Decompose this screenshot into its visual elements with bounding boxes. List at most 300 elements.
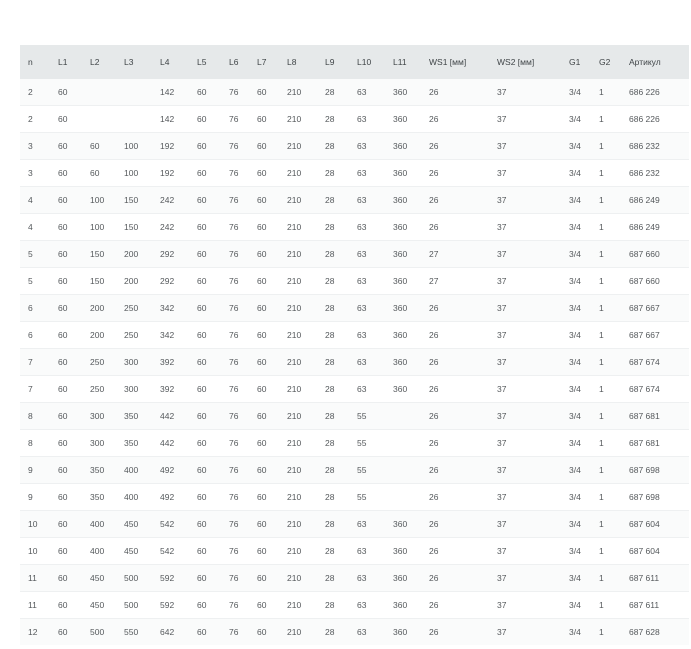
cell-l11: 360 [393, 376, 429, 403]
cell-l5: 60 [197, 349, 229, 376]
cell-l1: 60 [58, 403, 90, 430]
cell-l2: 450 [90, 565, 124, 592]
cell-ws1: 26 [429, 187, 497, 214]
cell-l10: 63 [357, 214, 393, 241]
cell-l9: 28 [325, 187, 357, 214]
cell-l3: 200 [124, 241, 160, 268]
cell-l9: 28 [325, 214, 357, 241]
cell-g2: 1 [599, 268, 629, 295]
cell-l11: 360 [393, 295, 429, 322]
cell-l6: 76 [229, 592, 257, 619]
cell-l10: 63 [357, 268, 393, 295]
cell-g2: 1 [599, 160, 629, 187]
cell-l8: 210 [287, 133, 325, 160]
column-header-l11: L11 [393, 45, 429, 79]
cell-l10: 55 [357, 403, 393, 430]
table-row [20, 214, 689, 241]
cell-art: 687 698 [629, 457, 689, 484]
cell-l1: 60 [58, 322, 90, 349]
cell-l9: 28 [325, 457, 357, 484]
cell-l5: 60 [197, 376, 229, 403]
cell-l1: 60 [58, 268, 90, 295]
cell-g2: 1 [599, 322, 629, 349]
cell-ws1: 26 [429, 106, 497, 133]
cell-l3: 350 [124, 430, 160, 457]
cell-l4: 142 [160, 79, 197, 106]
cell-l1: 60 [58, 241, 90, 268]
cell-l7: 60 [257, 322, 287, 349]
cell-ws1: 27 [429, 241, 497, 268]
cell-l9: 28 [325, 484, 357, 511]
cell-l7: 60 [257, 538, 287, 565]
column-header-l9: L9 [325, 45, 357, 79]
cell-l11: 360 [393, 627, 408, 637]
column-header-ws1: WS1 [мм] [429, 45, 497, 79]
cell-l8: 210 [287, 187, 325, 214]
cell-l11: 360 [393, 511, 429, 538]
cell-l3: 400 [124, 484, 160, 511]
cell-l7: 60 [257, 106, 287, 133]
cell-ws1: 26 [429, 376, 497, 403]
table-row [20, 592, 689, 619]
cell-l11: 360 [393, 160, 429, 187]
cell-l3: 300 [124, 376, 160, 403]
table-row [20, 187, 689, 214]
cell-l9: 28 [325, 403, 357, 430]
cell-l8: 210 [287, 565, 325, 592]
cell-l7: 60 [257, 295, 287, 322]
cell-l8: 210 [287, 627, 302, 637]
cell-l5: 60 [197, 538, 229, 565]
cell-l1: 60 [58, 457, 90, 484]
cell-l4: 492 [160, 457, 197, 484]
cell-l11: 360 [393, 79, 429, 106]
cell-l4: 392 [160, 349, 197, 376]
cell-ws2: 37 [497, 241, 569, 268]
cell-ws2: 37 [497, 430, 569, 457]
cell-l9: 28 [325, 627, 335, 637]
cell-n: 2 [20, 106, 58, 133]
cell-l9: 28 [325, 538, 357, 565]
cell-l4: 492 [160, 484, 197, 511]
cell-l2: 60 [90, 160, 124, 187]
table-row [20, 565, 689, 592]
cell-art: 687 611 [629, 565, 689, 592]
cell-n: 4 [20, 214, 58, 241]
cell-l7: 60 [257, 349, 287, 376]
cell-l8: 210 [287, 376, 325, 403]
cell-l7: 60 [257, 79, 287, 106]
cell-l9: 28 [325, 160, 357, 187]
cell-l10: 63 [357, 79, 393, 106]
cell-l6: 76 [229, 403, 257, 430]
cell-l3: 400 [124, 457, 160, 484]
cell-art: 687 628 [629, 627, 660, 637]
cell-art: 687 698 [629, 484, 689, 511]
table-row [20, 349, 689, 376]
cell-l8: 210 [287, 268, 325, 295]
cell-l7: 60 [257, 133, 287, 160]
cell-ws2: 37 [497, 592, 569, 619]
specification-table [20, 45, 689, 645]
cell-n: 11 [20, 565, 58, 592]
cell-art: 687 674 [629, 349, 689, 376]
cell-l11 [393, 484, 429, 511]
cell-art: 686 249 [629, 214, 689, 241]
table-row [20, 538, 689, 565]
table-row [20, 619, 689, 646]
cell-l6: 76 [229, 511, 257, 538]
cell-g2: 1 [599, 376, 629, 403]
cell-l10: 63 [357, 376, 393, 403]
table-header [20, 45, 689, 79]
cell-ws2: 37 [497, 133, 569, 160]
table-row [20, 268, 689, 295]
cell-l9: 28 [325, 106, 357, 133]
cell-l10: 63 [357, 106, 393, 133]
cell-n: 8 [20, 430, 58, 457]
cell-ws1: 27 [429, 268, 497, 295]
cell-l5: 60 [197, 457, 229, 484]
cell-l9: 28 [325, 592, 357, 619]
cell-l1: 60 [58, 187, 90, 214]
cell-art: 686 232 [629, 133, 689, 160]
cell-g2: 1 [599, 538, 629, 565]
cell-art: 686 226 [629, 106, 689, 133]
cell-art: 687 681 [629, 430, 689, 457]
cell-n: 11 [20, 592, 58, 619]
cell-l10: 63 [357, 565, 393, 592]
cell-g1: 3/4 [569, 160, 599, 187]
cell-art: 687 660 [629, 268, 689, 295]
cell-l2: 200 [90, 322, 124, 349]
cell-l1: 60 [58, 511, 90, 538]
cell-g1: 3/4 [569, 565, 599, 592]
cell-n: 8 [20, 403, 58, 430]
cell-ws1: 26 [429, 565, 497, 592]
column-header-g2: G2 [599, 45, 629, 79]
cell-l3 [124, 79, 160, 106]
cell-l10: 63 [357, 295, 393, 322]
cell-l6: 76 [229, 268, 257, 295]
cell-l8: 210 [287, 349, 325, 376]
cell-l2: 450 [90, 592, 124, 619]
cell-l11: 360 [393, 565, 429, 592]
cell-l5: 60 [197, 565, 229, 592]
cell-l3: 250 [124, 322, 160, 349]
cell-l3: 450 [124, 538, 160, 565]
cell-l3: 500 [124, 565, 160, 592]
column-header-l8: L8 [287, 45, 325, 79]
cell-l5: 60 [197, 511, 229, 538]
cell-l4: 542 [160, 538, 197, 565]
cell-l2: 500 [90, 627, 105, 637]
cell-l5: 60 [197, 322, 229, 349]
cell-l3: 450 [124, 511, 160, 538]
cell-l6: 76 [229, 538, 257, 565]
table-row [20, 511, 689, 538]
cell-g2: 1 [599, 349, 629, 376]
table-row [20, 376, 689, 403]
cell-l10: 63 [357, 133, 393, 160]
cell-l4: 342 [160, 322, 197, 349]
cell-l2: 150 [90, 268, 124, 295]
column-header-l10: L10 [357, 45, 393, 79]
table-row [20, 430, 689, 457]
cell-g2: 1 [599, 79, 629, 106]
cell-art: 686 232 [629, 160, 689, 187]
cell-ws1: 26 [429, 592, 497, 619]
cell-g1: 3/4 [569, 349, 599, 376]
cell-g2: 1 [599, 627, 604, 637]
cell-l9: 28 [325, 268, 357, 295]
cell-l6: 76 [229, 430, 257, 457]
cell-l3: 250 [124, 295, 160, 322]
cell-l4: 542 [160, 511, 197, 538]
cell-l6: 76 [229, 160, 257, 187]
cell-ws2: 37 [497, 457, 569, 484]
cell-l10: 55 [357, 457, 393, 484]
cell-l1: 60 [58, 349, 90, 376]
cell-art: 687 681 [629, 403, 689, 430]
cell-l8: 210 [287, 538, 325, 565]
cell-g2: 1 [599, 241, 629, 268]
cell-l5: 60 [197, 268, 229, 295]
column-header-l7: L7 [257, 45, 287, 79]
cell-l5: 60 [197, 403, 229, 430]
cell-l1: 60 [58, 592, 90, 619]
cell-ws1: 26 [429, 322, 497, 349]
cell-l2: 350 [90, 457, 124, 484]
cell-l7: 60 [257, 484, 287, 511]
cell-l8: 210 [287, 79, 325, 106]
cell-g2: 1 [599, 214, 629, 241]
cell-n: 2 [20, 79, 58, 106]
cell-g2: 1 [599, 187, 629, 214]
cell-l4: 592 [160, 565, 197, 592]
table-row [20, 79, 689, 106]
cell-l2: 300 [90, 430, 124, 457]
cell-g1: 3/4 [569, 592, 599, 619]
cell-n: 12 [28, 627, 38, 637]
column-header-l1: L1 [58, 45, 90, 79]
cell-g2: 1 [599, 133, 629, 160]
cell-l2: 200 [90, 295, 124, 322]
cell-l2 [90, 79, 124, 106]
cell-l2: 60 [90, 133, 124, 160]
cell-l1: 60 [58, 79, 90, 106]
table-body [20, 79, 689, 645]
cell-art: 687 660 [629, 241, 689, 268]
table-row [20, 160, 689, 187]
cell-l1: 60 [58, 214, 90, 241]
cell-l9: 28 [325, 241, 357, 268]
table-row [20, 295, 689, 322]
table-row [20, 133, 689, 160]
cell-ws1: 26 [429, 538, 497, 565]
cell-n: 7 [20, 349, 58, 376]
cell-l11: 360 [393, 538, 429, 565]
cell-l8: 210 [287, 214, 325, 241]
cell-g1: 3/4 [569, 214, 599, 241]
cell-g1: 3/4 [569, 511, 599, 538]
table-row [20, 457, 689, 484]
cell-l4: 142 [160, 106, 197, 133]
cell-ws1: 26 [429, 627, 439, 637]
cell-g1: 3/4 [569, 403, 599, 430]
cell-l11: 360 [393, 187, 429, 214]
cell-l2: 400 [90, 511, 124, 538]
cell-l4: 292 [160, 241, 197, 268]
cell-g1: 3/4 [569, 457, 599, 484]
cell-l5: 60 [197, 627, 207, 637]
table-row [20, 484, 689, 511]
cell-art: 686 226 [629, 79, 689, 106]
cell-l3: 150 [124, 214, 160, 241]
cell-l3: 550 [124, 627, 139, 637]
cell-l8: 210 [287, 160, 325, 187]
cell-l7: 60 [257, 457, 287, 484]
cell-l8: 210 [287, 295, 325, 322]
cell-l4: 442 [160, 430, 197, 457]
column-header-l2: L2 [90, 45, 124, 79]
cell-l11 [393, 403, 429, 430]
cell-l5: 60 [197, 133, 229, 160]
cell-l1: 60 [58, 160, 90, 187]
cell-l7: 60 [257, 592, 287, 619]
cell-ws2: 37 [497, 79, 569, 106]
cell-l10: 63 [357, 538, 393, 565]
cell-l7: 60 [257, 268, 287, 295]
cell-l4: 442 [160, 403, 197, 430]
cell-l6: 76 [229, 565, 257, 592]
cell-ws2: 37 [497, 376, 569, 403]
cell-l9: 28 [325, 295, 357, 322]
cell-l9: 28 [325, 511, 357, 538]
cell-art: 687 667 [629, 295, 689, 322]
cell-l4: 342 [160, 295, 197, 322]
cell-art: 687 604 [629, 538, 689, 565]
cell-l9: 28 [325, 322, 357, 349]
cell-l6: 76 [229, 627, 239, 637]
table-row [20, 241, 689, 268]
cell-l4: 392 [160, 376, 197, 403]
cell-ws1: 26 [429, 430, 497, 457]
cell-l1: 60 [58, 133, 90, 160]
cell-l4: 192 [160, 160, 197, 187]
cell-l8: 210 [287, 322, 325, 349]
table-row [20, 322, 689, 349]
cell-l4: 592 [160, 592, 197, 619]
cell-l11 [393, 457, 429, 484]
cell-l6: 76 [229, 349, 257, 376]
cell-ws2: 37 [497, 106, 569, 133]
cell-art: 687 667 [629, 322, 689, 349]
cell-l1: 60 [58, 106, 90, 133]
cell-l8: 210 [287, 484, 325, 511]
cell-g1: 3/4 [569, 241, 599, 268]
cell-l11: 360 [393, 133, 429, 160]
cell-l9: 28 [325, 565, 357, 592]
cell-n: 9 [20, 457, 58, 484]
cell-g1: 3/4 [569, 430, 599, 457]
cell-g2: 1 [599, 295, 629, 322]
cell-l8: 210 [287, 592, 325, 619]
cell-ws1: 26 [429, 511, 497, 538]
cell-ws2: 37 [497, 295, 569, 322]
cell-g1: 3/4 [569, 538, 599, 565]
cell-l8: 210 [287, 430, 325, 457]
cell-l11 [393, 430, 429, 457]
cell-ws1: 26 [429, 349, 497, 376]
cell-ws1: 26 [429, 484, 497, 511]
cell-l10: 55 [357, 484, 393, 511]
cell-l6: 76 [229, 79, 257, 106]
cell-l10: 63 [357, 241, 393, 268]
cell-l4: 242 [160, 187, 197, 214]
cell-l5: 60 [197, 430, 229, 457]
cell-l7: 60 [257, 627, 267, 637]
cell-ws1: 26 [429, 457, 497, 484]
cell-ws2: 37 [497, 627, 507, 637]
cell-ws1: 26 [429, 133, 497, 160]
cell-l7: 60 [257, 511, 287, 538]
cell-l10: 63 [357, 349, 393, 376]
cell-n: 10 [20, 511, 58, 538]
cell-n: 3 [20, 160, 58, 187]
cell-art: 687 604 [629, 511, 689, 538]
cell-ws2: 37 [497, 565, 569, 592]
column-header-g1: G1 [569, 45, 599, 79]
cell-l9: 28 [325, 79, 357, 106]
cell-n: 10 [20, 538, 58, 565]
cell-g1: 3/4 [569, 268, 599, 295]
cell-n: 4 [20, 187, 58, 214]
cell-l11: 360 [393, 241, 429, 268]
cell-l3: 200 [124, 268, 160, 295]
column-header-l6: L6 [229, 45, 257, 79]
column-header-l5: L5 [197, 45, 229, 79]
cell-l8: 210 [287, 403, 325, 430]
cell-l7: 60 [257, 160, 287, 187]
cell-n: 6 [20, 322, 58, 349]
cell-art: 686 249 [629, 187, 689, 214]
cell-n: 7 [20, 376, 58, 403]
cell-l9: 28 [325, 133, 357, 160]
cell-l5: 60 [197, 160, 229, 187]
cell-l6: 76 [229, 187, 257, 214]
cell-l10: 63 [357, 627, 367, 637]
cell-l5: 60 [197, 295, 229, 322]
cell-l4: 292 [160, 268, 197, 295]
cell-l6: 76 [229, 484, 257, 511]
cell-l8: 210 [287, 457, 325, 484]
cell-g1: 3/4 [569, 484, 599, 511]
cell-l2: 100 [90, 187, 124, 214]
cell-l11: 360 [393, 106, 429, 133]
cell-g2: 1 [599, 565, 629, 592]
cell-ws2: 37 [497, 349, 569, 376]
cell-l2: 400 [90, 538, 124, 565]
cell-l7: 60 [257, 403, 287, 430]
cell-g1: 3/4 [569, 133, 599, 160]
column-header-n: n [20, 45, 58, 79]
table-header-row [20, 45, 689, 79]
cell-l2: 300 [90, 403, 124, 430]
cell-g2: 1 [599, 511, 629, 538]
cell-ws2: 37 [497, 403, 569, 430]
cell-ws2: 37 [497, 268, 569, 295]
